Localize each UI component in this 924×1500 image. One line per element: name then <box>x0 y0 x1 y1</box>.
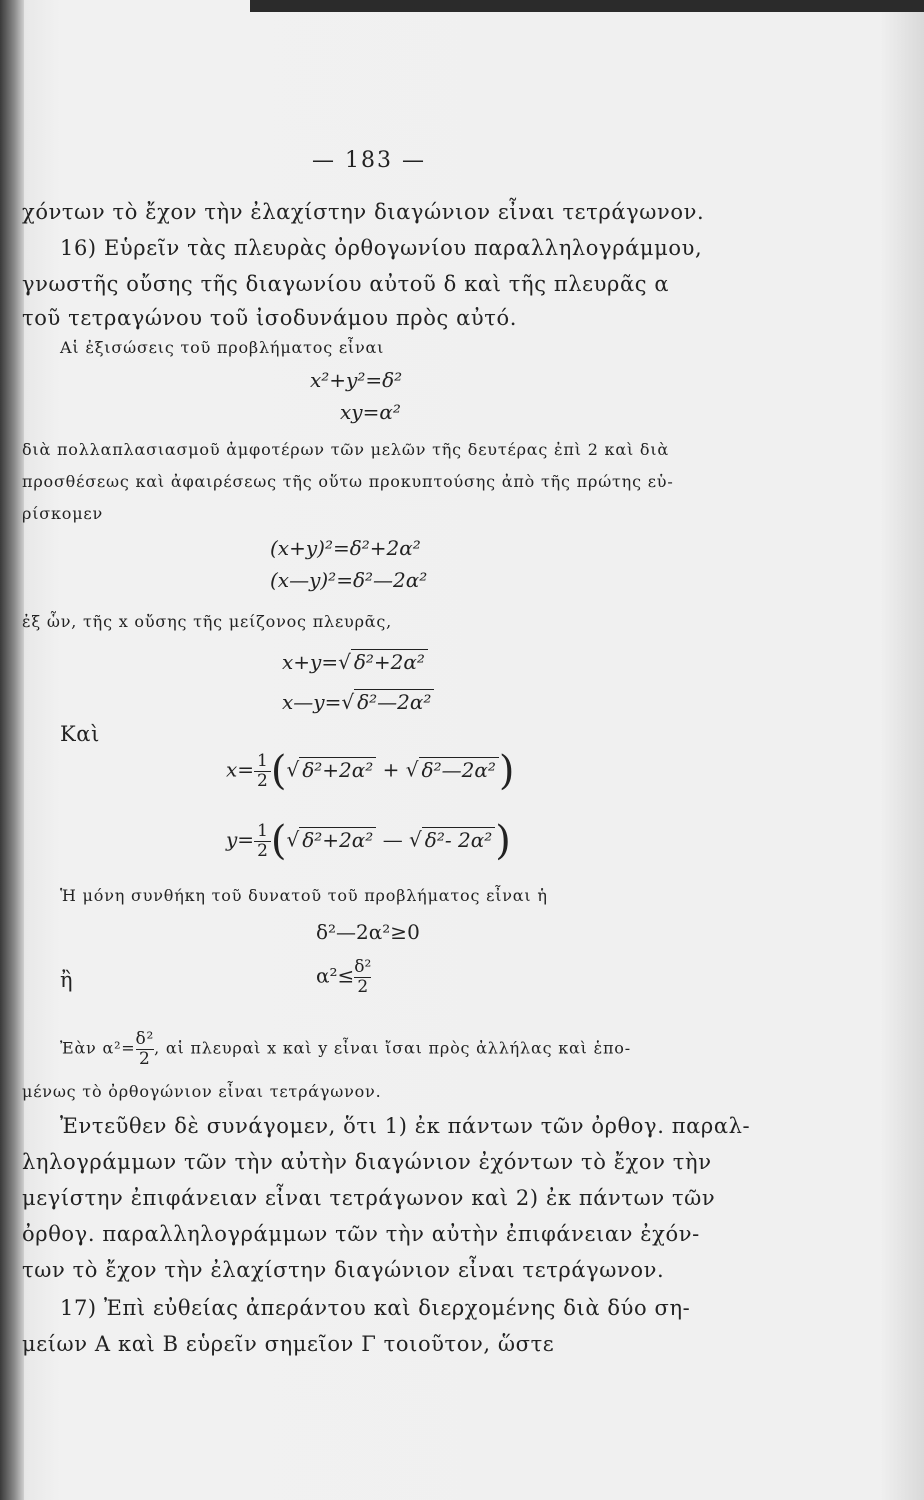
fraction: $\frac{\text{δ²}}{2}$ <box>354 957 372 997</box>
text-fragment: , αἱ πλευραὶ x καὶ y εἶναι ἴσαι πρὸς ἀλλήλας καὶ ἑπο- <box>154 1038 631 1058</box>
equation-4: (x—y)²=δ²—2α² <box>270 568 428 592</box>
equation-7 <box>226 748 514 794</box>
equation-7-lhs: x= <box>226 757 255 782</box>
page-number: — 183 — <box>312 148 426 173</box>
text-line <box>60 1030 631 1068</box>
problem-16-heading: 16) Εὑρεῖν τὰς πλευρὰς ὀρθογωνίου παραλληλογράμμου, <box>60 236 703 260</box>
text-line: ὀρθογ. παραλληλογράμμων τῶν τὴν αὐτὴν ἐπιφάνειαν ἐχόν- <box>22 1222 700 1246</box>
text-line: των τὸ ἔχον τὴν ἐλαχίστην διαγώνιον εἶναι τετράγωνον. <box>22 1258 665 1282</box>
scan-top-edge <box>250 0 924 12</box>
equation-10-lhs: α²≤ <box>316 963 355 988</box>
equation-8 <box>226 818 511 864</box>
equation-1: x²+y²=δ² <box>310 368 403 392</box>
text-line: προσθέσεως καὶ ἀφαιρέσεως τῆς οὕτω προκυπτούσης ἀπὸ τῆς πρώτης εὑ- <box>22 472 674 491</box>
equation-10 <box>316 958 371 996</box>
close-paren: ) <box>495 818 511 864</box>
text-line: ἐξ ὧν, τῆς x οὔσης τῆς μείζονος πλευρᾶς, <box>22 612 393 631</box>
fraction-half: $\frac{1}{2}$ <box>254 752 271 790</box>
equation-7-operator: + <box>382 757 400 782</box>
radical-sign: √ <box>338 650 351 674</box>
equation-6-radicand: δ²—2α² <box>354 689 434 714</box>
text-line: μείων Α καὶ Β εὑρεῖν σημεῖον Γ τοιοῦτον, ὥστε <box>22 1332 555 1356</box>
equation-8-radicand-1: δ²+2α² <box>299 827 376 852</box>
radical-sign: √ <box>286 757 300 782</box>
equation-5-lhs: x+y= <box>282 650 339 674</box>
text-line: Καὶ <box>60 722 100 746</box>
radical-sign: √ <box>286 827 300 852</box>
equation-7-radicand-2: δ²—2α² <box>419 757 499 782</box>
text-line: τοῦ τετραγώνου τοῦ ἰσοδυνάμου πρὸς αὐτό. <box>22 306 517 330</box>
fraction-half: $\frac{1}{2}$ <box>254 822 271 860</box>
equation-8-lhs: y= <box>226 827 255 852</box>
text-line: διὰ πολλαπλασιασμοῦ ἀμφοτέρων τῶν μελῶν τῆς δευτέρας ἐπὶ 2 καὶ διὰ <box>22 440 670 459</box>
text-line: μένως τὸ ὀρθογώνιον εἶναι τετράγωνον. <box>22 1082 382 1101</box>
equation-8-radicand-2: δ²- 2α² <box>422 827 495 852</box>
equation-6 <box>282 690 434 714</box>
text-line: Αἱ ἐξισώσεις τοῦ προβλήματος εἶναι <box>60 338 385 357</box>
equation-9: δ²—2α²≥0 <box>316 920 420 944</box>
text-line: ρίσκομεν <box>22 504 104 523</box>
radical-sign: √ <box>405 757 419 782</box>
text-line: γνωστῆς οὔσης τῆς διαγωνίου αὐτοῦ δ καὶ τῆς πλευρᾶς α <box>22 272 670 296</box>
close-paren: ) <box>498 748 515 794</box>
open-paren: ( <box>270 818 287 864</box>
text-line: Ἡ μόνη συνθήκη τοῦ δυνατοῦ τοῦ προβλήματος εἶναι ἡ <box>60 886 548 905</box>
equation-2: xy=α² <box>340 400 401 424</box>
equation-6-lhs: x—y= <box>282 690 342 714</box>
problem-17-heading: 17) Ἐπὶ εὐθείας ἀπεράντου καὶ διερχομένης διὰ δύο ση- <box>60 1296 691 1320</box>
book-spine-shadow <box>0 0 24 1500</box>
text-line: χόντων τὸ ἔχον τὴν ἐλαχίστην διαγώνιον εἶναι τετράγωνον. <box>22 200 705 224</box>
equation-5-radicand: δ²+2α² <box>351 649 428 674</box>
equation-5 <box>282 650 428 674</box>
text-line: ἢ <box>60 968 74 992</box>
fraction: $\frac{\text{δ²}}{2}$ <box>135 1029 155 1069</box>
equation-7-radicand-1: δ²+2α² <box>299 757 376 782</box>
open-paren: ( <box>270 748 287 794</box>
text-line: Ἐντεῦθεν δὲ συνάγομεν, ὅτι 1) ἐκ πάντων τῶν ὀρθογ. παραλ- <box>60 1114 751 1138</box>
text-line: ληλογράμμων τῶν τὴν αὐτὴν διαγώνιον ἐχόντων τὸ ἔχον τὴν <box>22 1150 712 1174</box>
equation-8-operator: — <box>382 827 403 852</box>
radical-sign: √ <box>409 827 422 852</box>
text-line: μεγίστην ἐπιφάνειαν εἶναι τετράγωνον καὶ 2) ἐκ πάντων τῶν <box>22 1186 716 1210</box>
text-fragment: Ἐὰν α²= <box>60 1038 136 1058</box>
radical-sign: √ <box>341 690 355 714</box>
equation-3: (x+y)²=δ²+2α² <box>270 536 421 560</box>
